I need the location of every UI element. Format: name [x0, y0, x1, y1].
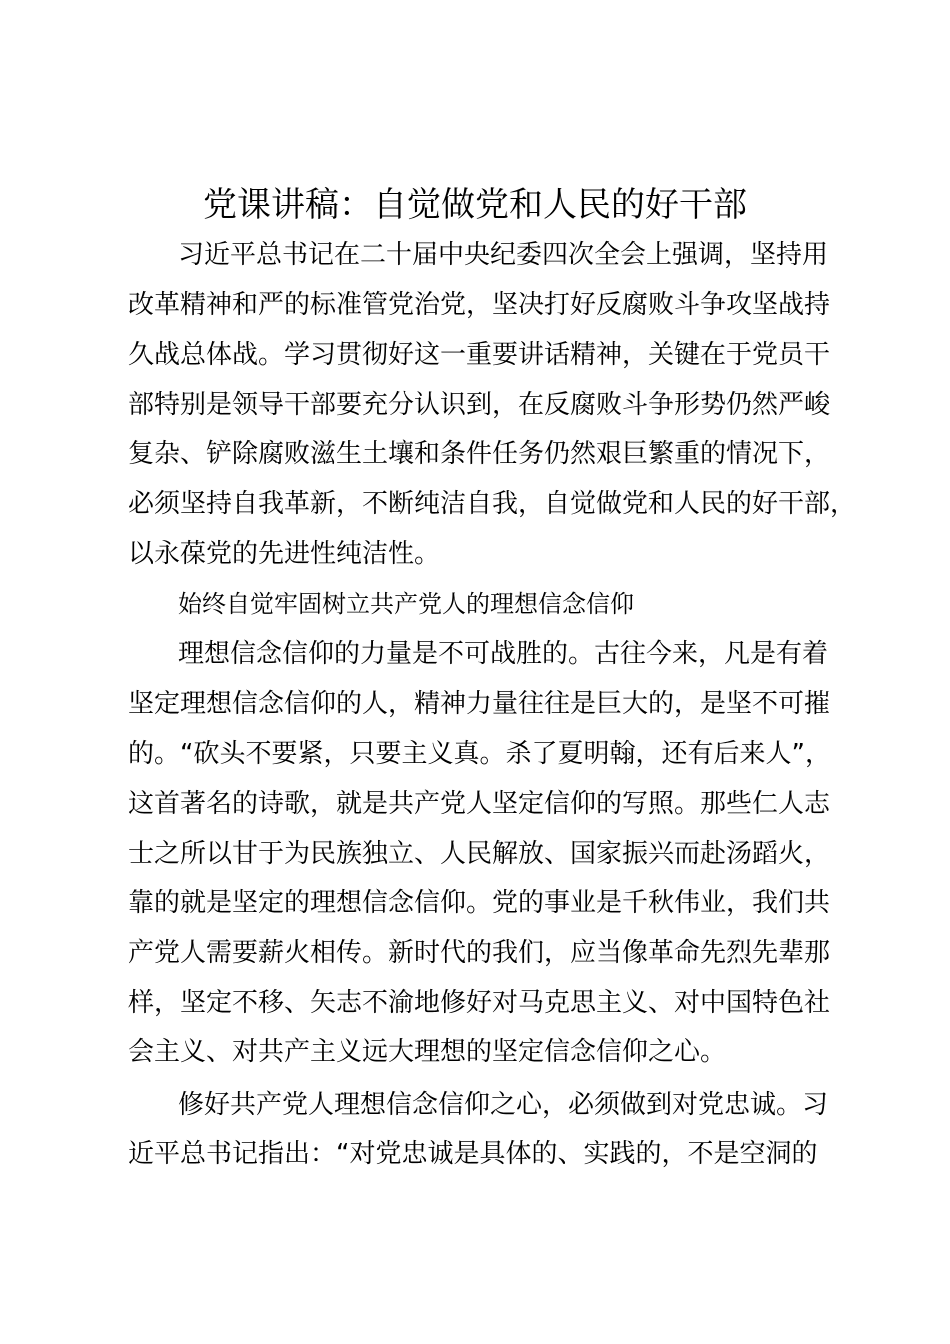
paragraph-line: 的。“砍头不要紧，只要主义真。杀了夏明翰，还有后来人”， — [128, 739, 831, 769]
paragraph-line: 会主义、对共产主义远大理想的坚定信念信仰之心。 — [128, 1037, 727, 1067]
paragraph-line: 部特别是领导干部要充分认识到，在反腐败斗争形势仍然严峻 — [128, 390, 831, 420]
paragraph-line: 以永葆党的先进性纯洁性。 — [128, 539, 441, 569]
paragraph-line: 修好共产党人理想信念信仰之心，必须做到对党忠诚。习 — [178, 1090, 829, 1120]
paragraph-line: 近平总书记指出：“对党忠诚是具体的、实践的，不是空洞的 — [128, 1139, 818, 1169]
paragraph-line: 士之所以甘于为民族独立、人民解放、国家振兴而赴汤蹈火， — [128, 839, 831, 869]
paragraph-line: 复杂、铲除腐败滋生土壤和条件任务仍然艰巨繁重的情况下， — [128, 439, 831, 469]
paragraph-line: 坚定理想信念信仰的人，精神力量往往是巨大的，是坚不可摧 — [128, 689, 831, 719]
paragraph-line: 久战总体战。学习贯彻好这一重要讲话精神，关键在于党员干 — [128, 340, 831, 370]
document-title: 党课讲稿：自觉做党和人民的好干部 — [203, 185, 747, 225]
paragraph-line: 习近平总书记在二十届中央纪委四次全会上强调，坚持用 — [178, 240, 829, 270]
paragraph-line: 这首著名的诗歌，就是共产党人坚定信仰的写照。那些仁人志 — [128, 789, 831, 819]
paragraph-line: 理想信念信仰的力量是不可战胜的。古往今来，凡是有着 — [178, 639, 829, 669]
paragraph-line: 靠的就是坚定的理想信念信仰。党的事业是千秋伟业，我们共 — [128, 888, 831, 918]
paragraph-line: 样，坚定不移、矢志不渝地修好对马克思主义、对中国特色社 — [128, 988, 831, 1018]
section-heading: 始终自觉牢固树立共产党人的理想信念信仰 — [178, 590, 634, 618]
paragraph-line: 产党人需要薪火相传。新时代的我们，应当像革命先烈先辈那 — [128, 938, 831, 968]
paragraph-line: 改革精神和严的标准管党治党，坚决打好反腐败斗争攻坚战持 — [128, 290, 831, 320]
paragraph-line: 必须坚持自我革新，不断纯洁自我，自觉做党和人民的好干部， — [128, 489, 857, 519]
